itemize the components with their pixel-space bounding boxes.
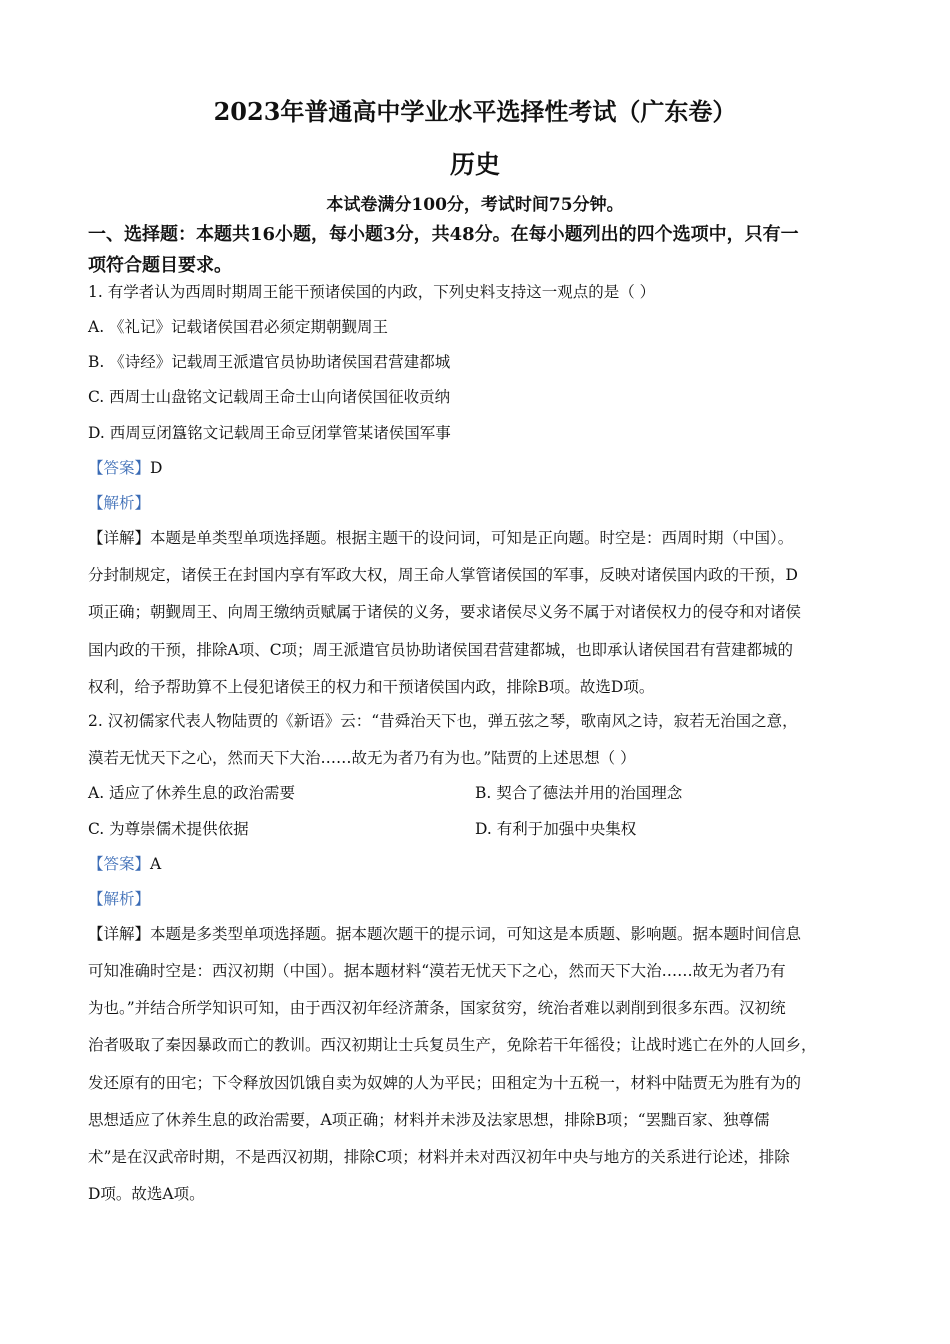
subject-title: 历史 — [449, 150, 500, 179]
detail-tag: 【详解】 — [88, 925, 151, 943]
q1-stem: 1. 有学者认为西周时期周王能干预诸侯国的内政，下列史料支持这一观点的是（ ） — [88, 283, 656, 301]
exam-note: 本试卷满分100分，考试时间75分钟。 — [326, 195, 624, 215]
q2-detail-line: 术”是在汉武帝时期，不是西汉初期，排除C项；材料并未对西汉初年中央与地方的关系进行论述，排除 — [88, 1148, 790, 1166]
answer-tag: 【答案】 — [88, 459, 151, 477]
q2-option-a: A. 适应了休养生息的政治需要 — [88, 784, 296, 802]
q2-detail-line: 为也。”并结合所学知识可知，由于西汉初年经济萧条，国家贫穷，统治者难以剥削到很多东西。汉初统 — [88, 999, 786, 1017]
q2-option-c: C. 为尊崇儒术提供依据 — [88, 820, 249, 838]
q2-analysis-tag: 【解析】 — [88, 890, 151, 908]
answer-value: D — [150, 459, 163, 477]
q2-detail-line: 思想适应了休养生息的政治需要，A项正确；材料并未涉及法家思想，排除B项；“罢黜百家、独尊儒 — [88, 1111, 770, 1129]
q2-stem-line1: 2. 汉初儒家代表人物陆贾的《新语》云：“昔舜治天下也，弹五弦之琴，歌南风之诗，寂若无治国之意， — [88, 712, 798, 730]
q1-detail-line — [88, 526, 793, 548]
q2-stem-line2: 漠若无忧天下之心，然而天下大治……故无为者乃有为也。”陆贾的上述思想（ ） — [88, 749, 636, 767]
q2-detail-line: 治者吸取了秦因暴政而亡的教训。西汉初期让士兵复员生产，免除若干年徭役；让战时逃亡在外的人回乡， — [88, 1036, 817, 1054]
answer-value: A — [150, 855, 162, 873]
q2-option-d: D. 有利于加强中央集权 — [475, 820, 637, 838]
answer-tag: 【答案】 — [88, 855, 151, 873]
detail-tag: 【详解】 — [88, 529, 151, 547]
q2-detail-line: 可知准确时空是：西汉初期（中国）。据本题材料“漠若无忧天下之心，然而天下大治……故无为者乃有 — [88, 962, 786, 980]
q2-detail-line: D项。故选A项。 — [88, 1185, 205, 1203]
q2-answer — [88, 852, 161, 874]
q1-detail-line: 项正确；朝觐周王、向周王缴纳贡赋属于诸侯的义务，要求诸侯尽义务不属于对诸侯权力的侵夺和对诸侯 — [88, 603, 802, 621]
q2-option-b: B. 契合了德法并用的治国理念 — [475, 784, 683, 802]
q1-option-d: D. 西周豆闭簋铭文记载周王命豆闭掌管某诸侯国军事 — [88, 424, 451, 442]
section-heading-line2: 项符合题目要求。 — [88, 255, 232, 276]
q1-option-b: B. 《诗经》记载周王派遣官员协助诸侯国君营建都城 — [88, 353, 451, 371]
q2-detail-line: 发还原有的田宅；下令释放因饥饿自卖为奴婢的人为平民；田租定为十五税一，材料中陆贾无为胜有为的 — [88, 1074, 802, 1092]
section-heading-line1: 一、选择题：本题共16小题，每小题3分，共48分。在每小题列出的四个选项中，只有一 — [88, 224, 799, 245]
q1-analysis-tag: 【解析】 — [88, 494, 151, 512]
exam-title: 2023年普通高中学业水平选择性考试（广东卷） — [213, 97, 737, 126]
detail-text: 本题是单类型单项选择题。根据主题干的设问词，可知是正向题。时空是：西周时期（中国）。 — [150, 529, 794, 547]
detail-text: 本题是多类型单项选择题。据本题次题干的提示词，可知这是本质题、影响题。据本题时间信息 — [150, 925, 802, 943]
q1-detail-line: 国内政的干预，排除A项、C项；周王派遣官员协助诸侯国君营建都城，也即承认诸侯国君有营建都城的 — [88, 641, 794, 659]
q1-detail-line: 权利，给予帮助算不上侵犯诸侯王的权力和干预诸侯国内政，排除B项。故选D项。 — [88, 678, 655, 696]
q2-detail-line — [88, 922, 801, 944]
q1-detail-line: 分封制规定，诸侯王在封国内享有军政大权，周王命人掌管诸侯国的军事，反映对诸侯国内政的干预，D — [88, 566, 798, 584]
q1-option-a: A. 《礼记》记载诸侯国君必须定期朝觐周王 — [88, 318, 389, 336]
q1-option-c: C. 西周士山盘铭文记载周王命士山向诸侯国征收贡纳 — [88, 388, 451, 406]
q1-answer — [88, 456, 162, 478]
